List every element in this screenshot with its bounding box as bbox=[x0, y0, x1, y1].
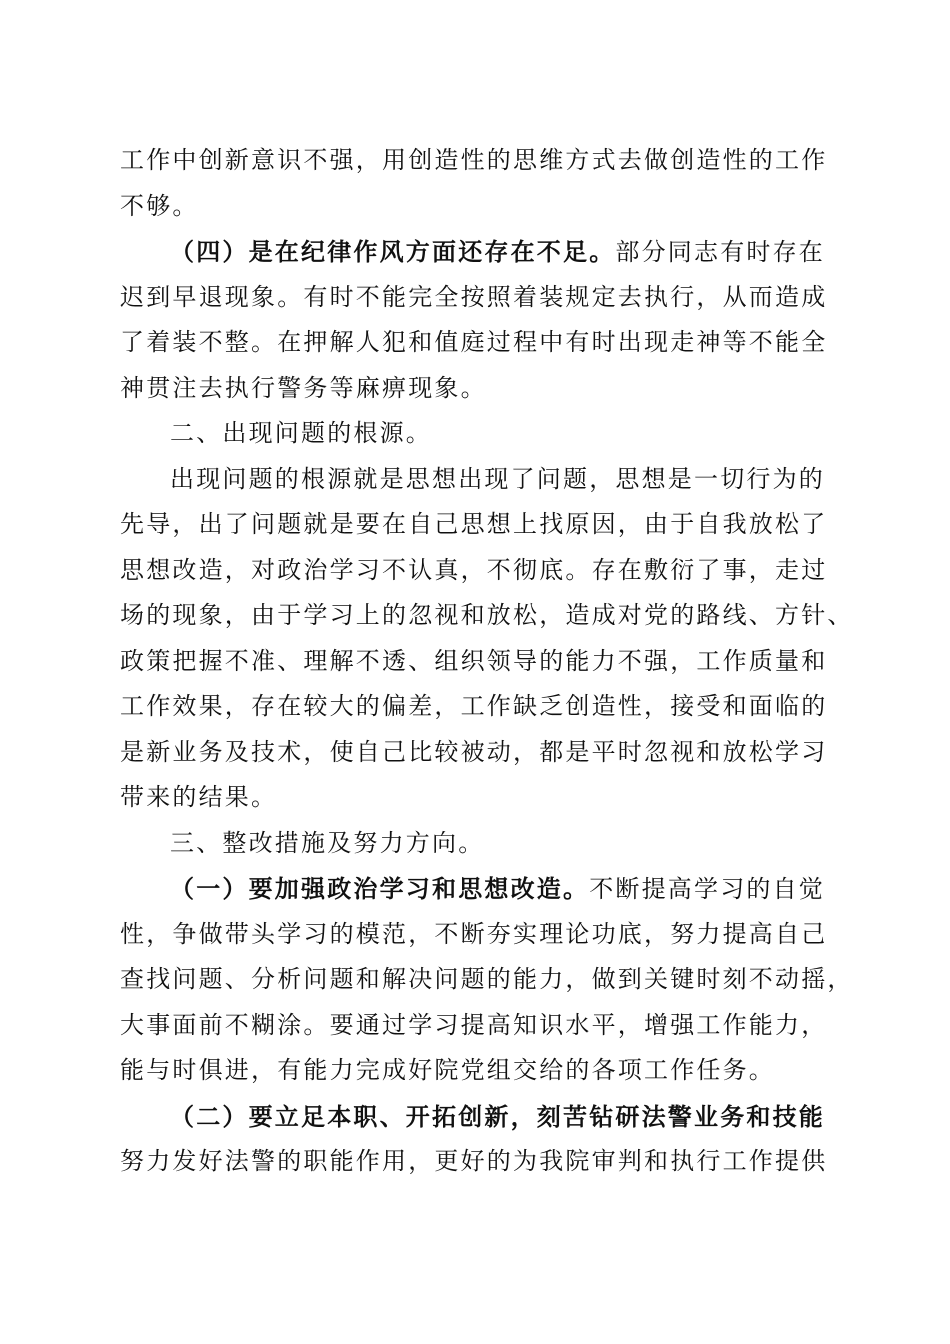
text-line bbox=[120, 1139, 830, 1185]
document-page bbox=[120, 138, 854, 1185]
text-line bbox=[120, 184, 830, 230]
body-text: 工作效果，存在较大的偏差，工作缺乏创造性，接受和面临的 bbox=[120, 692, 828, 720]
body-text: 神贯注去执行警务等麻痹现象。 bbox=[120, 373, 487, 402]
bold-heading-text: （四）是在纪律作风方面还存在不足。 bbox=[170, 237, 616, 266]
body-text: 政策把握不准、理解不透、组织领导的能力不强，工作质量和 bbox=[120, 646, 828, 675]
text-line bbox=[120, 548, 830, 594]
body-text: 迟到早退现象。有时不能完全按照着装规定去执行，从而造成 bbox=[120, 282, 828, 311]
text-line bbox=[120, 411, 830, 457]
body-text: 查找问题、分析问题和解决问题的能力，做到关键时刻不动摇， bbox=[120, 965, 854, 993]
body-text: 部分同志有时存在 bbox=[615, 238, 826, 266]
body-text: 大事面前不糊涂。要通过学习提高知识水平，增强工作能力， bbox=[120, 1010, 828, 1039]
body-text: 性，争做带头学习的模范，不断夯实理论功底，努力提高自己 bbox=[120, 919, 828, 948]
body-text: 努力发好法警的职能作用，更好的为我院审判和执行工作提供 bbox=[120, 1147, 828, 1175]
text-line bbox=[120, 957, 854, 1003]
text-line bbox=[120, 320, 830, 366]
body-text: 工作中创新意识不强，用创造性的思维方式去做创造性的工作 bbox=[120, 146, 828, 174]
text-line bbox=[120, 593, 854, 639]
text-line bbox=[120, 821, 830, 867]
text-line bbox=[120, 912, 830, 958]
text-line bbox=[120, 229, 830, 275]
text-line bbox=[120, 1048, 830, 1094]
text-line bbox=[120, 775, 830, 821]
body-text: 出现问题的根源就是思想出现了问题，思想是一切行为的 bbox=[170, 464, 825, 493]
body-text: 是新业务及技术，使自己比较被动，都是平时忽视和放松学习 bbox=[120, 737, 828, 766]
body-text: 不够。 bbox=[120, 191, 199, 220]
body-text: 三、整改措施及努力方向。 bbox=[170, 828, 485, 857]
body-text: 不断提高学习的自觉 bbox=[589, 875, 826, 903]
body-text: 带来的结果。 bbox=[120, 783, 278, 811]
text-line bbox=[120, 275, 830, 321]
text-line bbox=[120, 1094, 830, 1140]
text-line bbox=[120, 866, 830, 912]
text-line bbox=[120, 1003, 830, 1049]
body-text: 二、出现问题的根源。 bbox=[170, 419, 432, 447]
text-line bbox=[120, 730, 830, 776]
text-line bbox=[120, 457, 830, 503]
bold-heading-text: （一）要加强政治学习和思想改造。 bbox=[170, 874, 590, 903]
text-line bbox=[120, 366, 830, 412]
bold-heading-text: （二）要立足本职、开拓创新，刻苦钻研法警业务和技能 bbox=[170, 1101, 825, 1131]
body-text: 场的现象，由于学习上的忽视和放松，造成对党的路线、方针、 bbox=[120, 601, 854, 629]
text-line bbox=[120, 639, 830, 685]
body-text: 先导，出了问题就是要在自己思想上找原因，由于自我放松了 bbox=[120, 510, 828, 538]
body-text: 思想改造，对政治学习不认真，不彻底。存在敷衍了事，走过 bbox=[120, 555, 828, 584]
text-line bbox=[120, 684, 830, 730]
text-line bbox=[120, 502, 830, 548]
text-line bbox=[120, 138, 830, 184]
body-text: 了着装不整。在押解人犯和值庭过程中有时出现走神等不能全 bbox=[120, 328, 828, 356]
body-text: 能与时俱进，有能力完成好院党组交给的各项工作任务。 bbox=[120, 1056, 775, 1084]
